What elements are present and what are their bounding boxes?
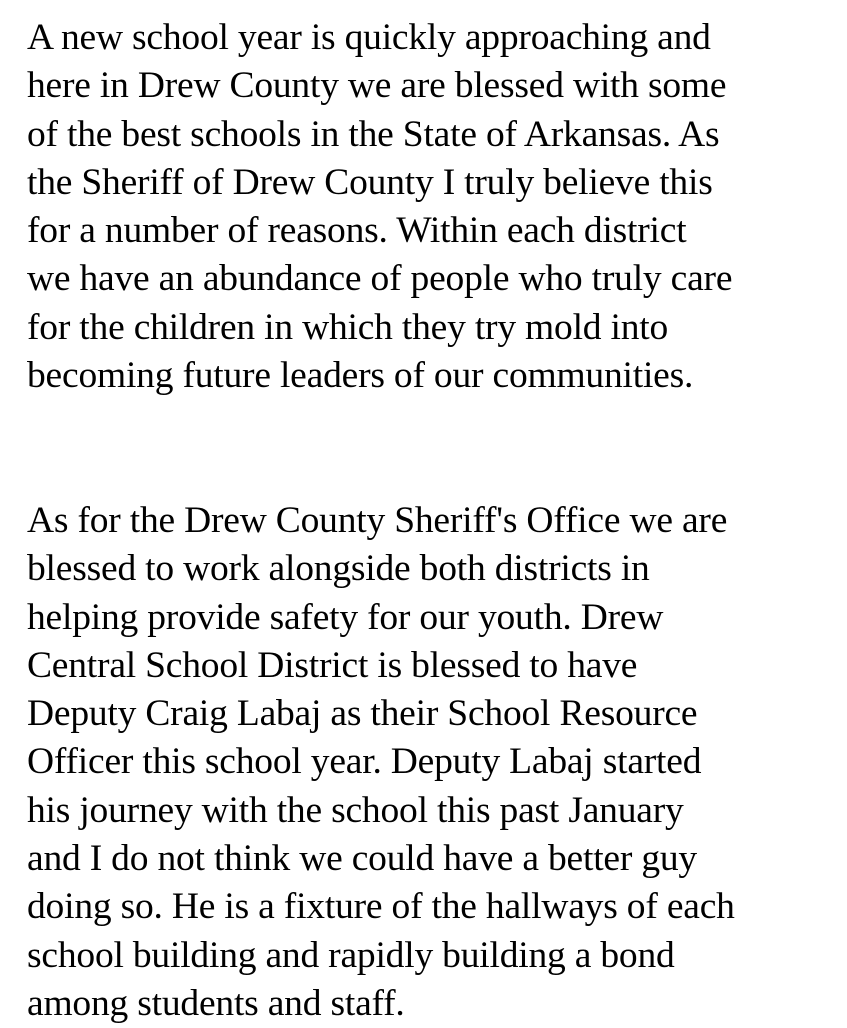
text-line: Officer this school year. Deputy Labaj started: [27, 741, 702, 783]
paragraph-sheriffs-office-sro: [27, 497, 735, 1028]
text-line: Central School District is blessed to have: [27, 644, 638, 686]
text-line: As for the Drew County Sheriff's Office we are: [27, 500, 728, 541]
text-line: for a number of reasons. Within each district: [27, 210, 687, 252]
text-line: doing so. He is a fixture of the hallways of each: [27, 886, 735, 928]
text-line: we have an abundance of people who truly care: [27, 258, 733, 300]
text-line: becoming future leaders of our communities.: [27, 355, 694, 397]
text-line: here in Drew County we are blessed with some: [27, 65, 727, 107]
text-line: blessed to work alongside both districts in: [27, 548, 650, 590]
text-line: among students and staff.: [27, 982, 405, 1024]
text-line: the Sheriff of Drew County I truly believe this: [27, 161, 713, 203]
text-line: A new school year is quickly approaching and: [27, 17, 711, 58]
text-line: Deputy Craig Labaj as their School Resource: [27, 693, 698, 735]
text-line: of the best schools in the State of Arkansas. As: [27, 113, 720, 155]
text-line: school building and rapidly building a bond: [27, 934, 675, 976]
text-line: helping provide safety for our youth. Drew: [27, 596, 664, 638]
text-line: his journey with the school this past January: [27, 789, 684, 831]
text-line: for the children in which they try mold into: [27, 306, 669, 348]
paragraph-school-year-intro: [27, 14, 732, 400]
text-line: and I do not think we could have a better guy: [27, 838, 697, 880]
